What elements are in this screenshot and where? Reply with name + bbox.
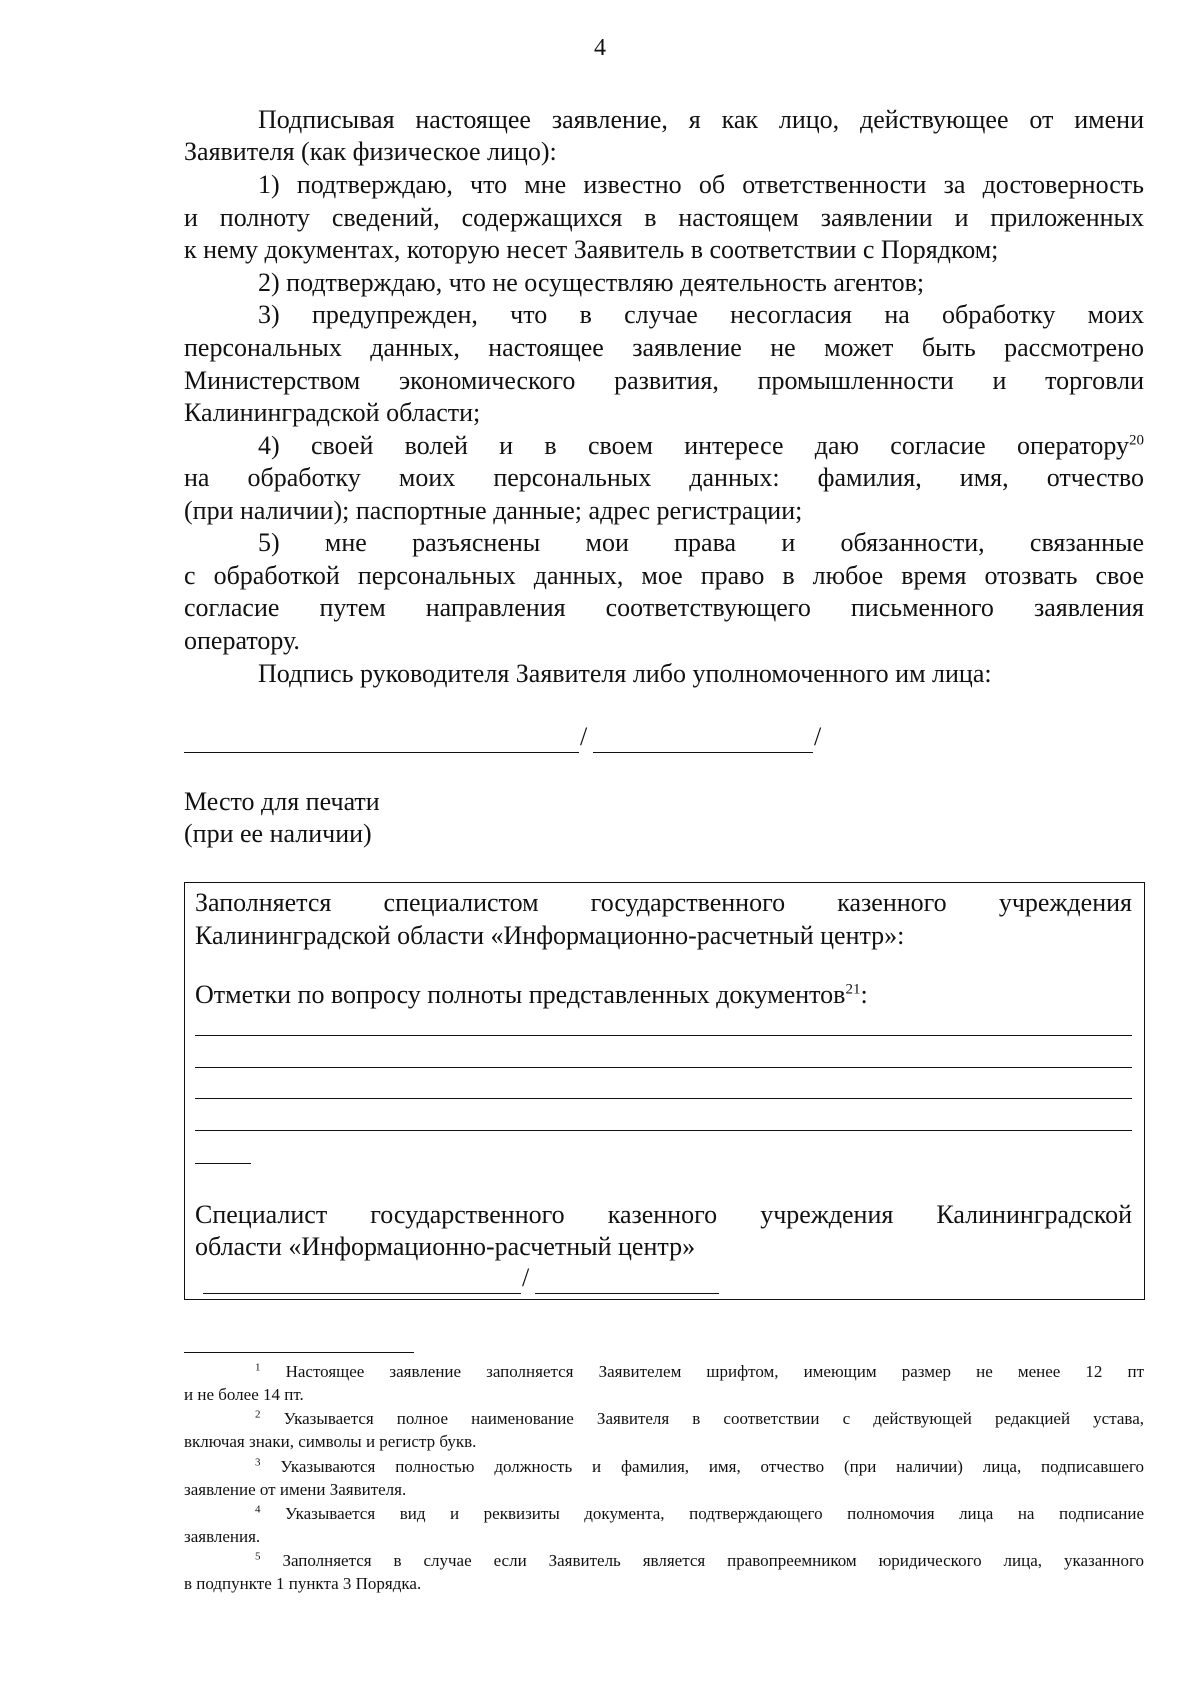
notes-line bbox=[195, 1130, 1132, 1131]
stamp-place-label: Место для печати bbox=[184, 787, 380, 816]
footnote-4-cont: заявления. bbox=[184, 1527, 261, 1546]
footnote-ref-21: 21 bbox=[845, 981, 861, 998]
specialist-box-header-line: Калининградской области «Информационно-расчетный центр»: bbox=[195, 921, 905, 950]
footnote-2: $^2$ Указывается полное наименование Заявителя в соответствии с действующей редакцией устава, bbox=[255, 1408, 1144, 1428]
item-4-line: (при наличии); паспортные данные; адрес регистрации; bbox=[184, 496, 803, 525]
item-1-line: 1) подтверждаю, что мне известно об ответственности за достоверность bbox=[258, 170, 1144, 199]
footnote-ref-20: 20 bbox=[1129, 432, 1144, 449]
notes-line bbox=[195, 1067, 1132, 1068]
footnote-2-cont: включая знаки, символы и регистр букв. bbox=[184, 1432, 477, 1451]
item-1-line: к нему документах, которую несет Заявитель в соответствии с Порядком; bbox=[184, 235, 999, 264]
item-3-line: 3) предупрежден, что в случае несогласия на обработку моих bbox=[258, 300, 1144, 329]
specialist-line: области «Информационно-расчетный центр» bbox=[195, 1232, 696, 1261]
signature-end-mark: / bbox=[814, 722, 822, 751]
item-1-line: и полноту сведений, содержащихся в настоящем заявлении и приложенных bbox=[184, 203, 1144, 232]
specialist-name-line bbox=[535, 1293, 719, 1294]
item-5-line: 5) мне разъяснены мои права и обязанности, связанные bbox=[258, 528, 1144, 557]
footnote-4: $^4$ Указывается вид и реквизиты документа, подтверждающего полномочия лица на подписание bbox=[255, 1503, 1145, 1523]
footnote-1: $^1$ Настоящее заявление заполняется Заявителем шрифтом, имеющим размер не менее 12 пт bbox=[255, 1361, 1144, 1381]
signature-heading: Подпись руководителя Заявителя либо уполномоченного им лица: bbox=[258, 659, 992, 688]
specialist-line: Специалист государственного казенного учреждения Калининградской bbox=[195, 1200, 1132, 1229]
specialist-box bbox=[184, 882, 1145, 1300]
footnote-separator bbox=[184, 1352, 414, 1353]
intro-paragraph-line: Заявителя (как физическое лицо): bbox=[184, 137, 557, 166]
item-4-line: на обработку моих персональных данных: фамилия, имя, отчество bbox=[184, 463, 1144, 492]
item-5-line: согласие путем направления соответствующего письменного заявления bbox=[184, 593, 1144, 622]
item-5-line: с обработкой персональных данных, мое право в любое время отозвать свое bbox=[184, 561, 1144, 590]
footnote-1-cont: и не более 14 пт. bbox=[184, 1385, 304, 1404]
notes-line bbox=[195, 1098, 1132, 1099]
item-4-text: 4) своей волей и в своем интересе даю согласие оператору bbox=[258, 431, 1129, 460]
item-5-line: оператору. bbox=[184, 626, 300, 655]
page-number: 4 bbox=[594, 35, 606, 61]
footnote-5-cont: в подпункте 1 пункта 3 Порядка. bbox=[184, 1574, 422, 1593]
item-3-line: Министерством экономического развития, промышленности и торговли bbox=[184, 366, 1144, 395]
notes-label: Отметки по вопросу полноты представленных документов$^{21}$: bbox=[195, 980, 868, 1009]
stamp-place-note: (при ее наличии) bbox=[184, 819, 372, 848]
signature-separator: / bbox=[580, 722, 588, 751]
intro-paragraph-line: Подписывая настоящее заявление, я как лицо, действующее от имени bbox=[258, 105, 1144, 134]
signature-line bbox=[184, 752, 579, 753]
item-4-line bbox=[258, 430, 1144, 462]
item-2-line: 2) подтверждаю, что не осуществляю деятельность агентов; bbox=[258, 268, 925, 297]
footnote-3-cont: заявление от имени Заявителя. bbox=[184, 1480, 407, 1499]
footnote-3: $^3$ Указываются полностью должность и фамилия, имя, отчество (при наличии) лица, подписавшего bbox=[255, 1456, 1144, 1476]
notes-line-short bbox=[195, 1163, 251, 1164]
name-line bbox=[593, 752, 813, 753]
specialist-signature-line bbox=[203, 1293, 521, 1294]
footnote-5: $^5$ Заполняется в случае если Заявитель является правопреемником юридического лица, указанного bbox=[255, 1550, 1145, 1570]
item-3-line: персональных данных, настоящее заявление не может быть рассмотрено bbox=[184, 333, 1144, 362]
notes-line bbox=[195, 1035, 1132, 1036]
specialist-box-header-line: Заполняется специалистом государственного казенного учреждения bbox=[195, 888, 1132, 917]
specialist-signature-separator: / bbox=[522, 1263, 530, 1292]
item-3-line: Калининградской области; bbox=[184, 398, 481, 427]
